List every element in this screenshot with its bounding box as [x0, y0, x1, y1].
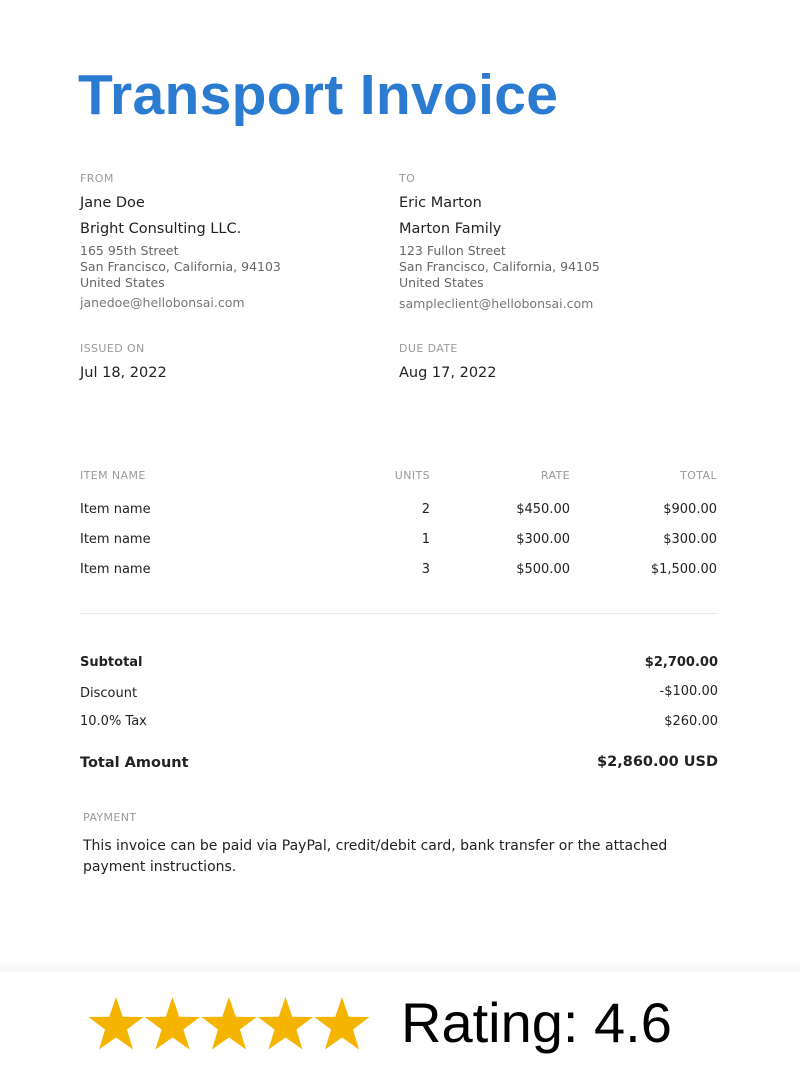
from-address	[80, 243, 281, 291]
table-divider	[80, 613, 718, 614]
to-address	[399, 243, 600, 291]
subtotal-label: Subtotal	[80, 655, 143, 670]
from-address-line2: San Francisco, California, 94103	[80, 259, 281, 274]
col-header-item: ITEM NAME	[80, 469, 146, 482]
star-icon	[201, 997, 256, 1049]
row-total: $1,500.00	[650, 562, 717, 577]
star-icon	[88, 997, 143, 1049]
to-company: Marton Family	[399, 221, 502, 237]
row-rate: $300.00	[516, 532, 570, 547]
star-icon	[314, 997, 369, 1049]
issued-label: ISSUED ON	[80, 342, 145, 355]
row-total: $300.00	[663, 532, 717, 547]
row-rate: $500.00	[516, 562, 570, 577]
total-amount-value: $2,860.00 USD	[597, 754, 718, 770]
to-name: Eric Marton	[399, 195, 482, 211]
rating-stars	[86, 992, 370, 1056]
star-icon	[258, 997, 313, 1049]
total-amount-label: Total Amount	[80, 755, 189, 771]
to-address-line1: 123 Fullon Street	[399, 243, 506, 258]
invoice-title: Transport Invoice	[78, 63, 559, 127]
from-label: FROM	[80, 172, 114, 185]
row-item-name: Item name	[80, 532, 151, 547]
row-units: 3	[421, 562, 430, 577]
from-email: janedoe@hellobonsai.com	[80, 295, 245, 310]
row-item-name: Item name	[80, 502, 151, 517]
row-rate: $450.00	[516, 502, 570, 517]
star-icon	[145, 997, 200, 1049]
row-units: 2	[421, 502, 430, 517]
discount-value: -$100.00	[659, 684, 718, 699]
due-label: DUE DATE	[399, 342, 458, 355]
from-address-line3: United States	[80, 275, 165, 290]
issued-date: Jul 18, 2022	[80, 365, 167, 381]
row-total: $900.00	[663, 502, 717, 517]
due-date: Aug 17, 2022	[399, 365, 497, 381]
to-email: sampleclient@hellobonsai.com	[399, 296, 594, 311]
to-label: TO	[399, 172, 416, 185]
subtotal-value: $2,700.00	[644, 655, 718, 670]
from-address-line1: 165 95th Street	[80, 243, 179, 258]
tax-value: $260.00	[664, 714, 718, 729]
from-company: Bright Consulting LLC.	[80, 221, 242, 237]
payment-label: PAYMENT	[83, 811, 137, 824]
rating-text: Rating: 4.6	[401, 991, 672, 1054]
col-header-rate: RATE	[540, 469, 570, 482]
col-header-units: UNITS	[394, 469, 430, 482]
row-item-name: Item name	[80, 562, 151, 577]
col-header-total: TOTAL	[680, 469, 717, 482]
row-units: 1	[421, 532, 430, 547]
from-name: Jane Doe	[80, 195, 145, 211]
to-address-line3: United States	[399, 275, 484, 290]
tax-label: 10.0% Tax	[80, 714, 147, 729]
to-address-line2: San Francisco, California, 94105	[399, 259, 600, 274]
payment-instructions: This invoice can be paid via PayPal, credit/debit card, bank transfer or the attached payment instructions.	[83, 838, 668, 875]
discount-label: Discount	[80, 686, 138, 701]
